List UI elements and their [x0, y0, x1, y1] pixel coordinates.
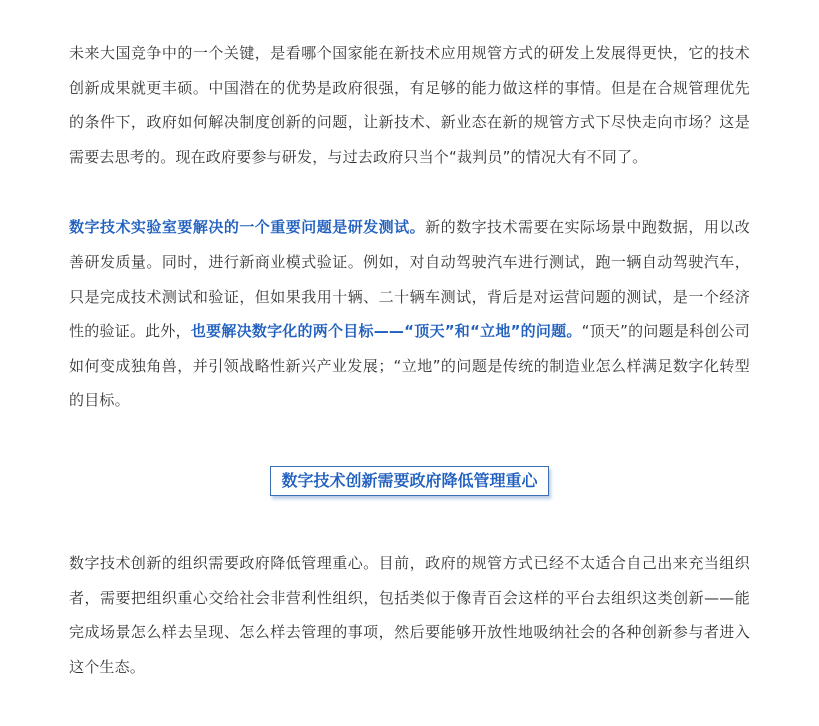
- highlight-research-testing: 数字技术实验室要解决的一个重要问题是研发测试。: [69, 218, 426, 237]
- section-heading-container: [0, 466, 819, 496]
- article-body-top: [69, 36, 750, 418]
- highlight-digital-goals: 也要解决数字化的两个目标——“顶天”和“立地”的问题。: [190, 322, 582, 341]
- paragraph-2: [69, 210, 750, 418]
- paragraph-3: 数字技术创新的组织需要政府降低管理重心。目前，政府的规管方式已经不太适合自己出来充当组织者，需要把组织重心交给社会非营利性组织，包括类似于像青百会这样的平台去组织这类创新——能完成场景怎么样去呈现、怎么样去管理的事项，然后要能够开放性地吸纳社会的各种创新参与者进入这个生态。: [69, 554, 750, 676]
- section-heading: 数字技术创新需要政府降低管理重心: [270, 466, 548, 496]
- paragraph-1: 未来大国竞争中的一个关键，是看哪个国家能在新技术应用规管方式的研发上发展得更快，它的技术创新成果就更丰硕。中国潜在的优势是政府很强，有足够的能力做这样的事情。但是在合规管理优先的条件下，政府如何解决制度创新的问题，让新技术、新业态在新的规管方式下尽快走向市场？这是需要去思考的。现在政府要参与研发，与过去政府只当个“裁判员”的情况大有不同了。: [69, 44, 750, 166]
- article-body-bottom: [69, 546, 750, 684]
- paragraph-2-text-1: 新的数字技术需要在实际场景中跑数据，用以改善研发质量。同时，进行新商业模式验证。例如，对自动驾驶汽车进行测试，跑一辆自动驾驶汽车，只是完成技术测试和验证，但如果我用十辆、二十辆车测试，背后是对运营问题的测试，是一个经济性的验证。此外，: [69, 218, 750, 341]
- paragraph-2-text-2: “顶天”的问题是科创公司如何变成独角兽，并引领战略性新兴产业发展；“立地”的问题是传统的制造业怎么样满足数字化转型的目标。: [69, 322, 750, 410]
